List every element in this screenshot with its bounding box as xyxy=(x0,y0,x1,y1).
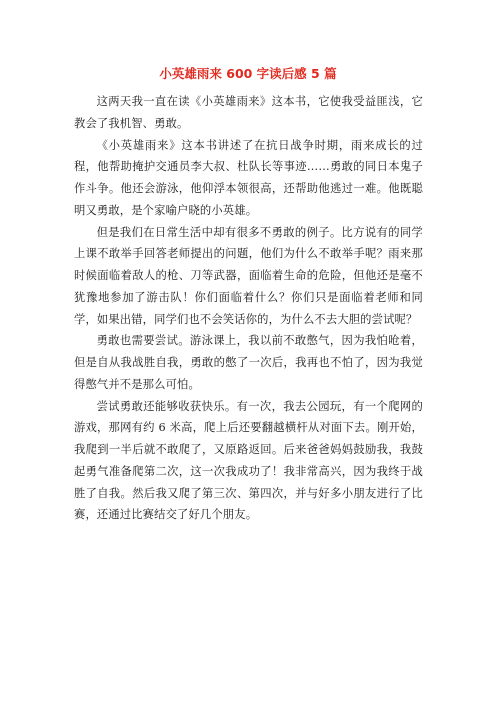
paragraph-climbing-net: 尝试勇敢还能够收获快乐。有一次，我去公园玩，有一个爬网的游戏，那网有约 6 米高，爬上后还要翻越横杆从对面下去。刚开始，我爬到一半后就不敢爬了，又原路返回。后来爸爸妈妈鼓励我，我鼓起勇气准备爬第二次，这一次我成功了！我非常高兴，因为我终于战胜了自我。然后我又爬了第三次、第四次，并与好多小朋友进行了比赛，还通过比赛结交了好几个朋友。 xyxy=(74,399,423,522)
paragraph-daily-life: 但是我们在日常生活中却有很多不勇敢的例子。比方说有的同学上课不敢举手回答老师提出的问题，他们为什么不敢举手呢？雨来那时候面临着敌人的枪、刀等武器，面临着生命的危险，但他还是毫不犹豫地参加了游击队！你们面临着什么？你们只是面临着老师和同学，如果出错，同学们也不会笑话你的，为什么不去大胆的尝试呢？ xyxy=(74,225,423,326)
paragraph-intro: 这两天我一直在读《小英雄雨来》这本书，它使我受益匪浅，它教会了我机智、勇敢。 xyxy=(74,95,423,130)
paragraph-book-summary: 《小英雄雨来》这本书讲述了在抗日战争时期，雨来成长的过程，他帮助掩护交通员李大叔、杜队长等事迹……勇敢的同日本鬼子作斗争。他还会游泳，他仰浮本领很高，还帮助他逃过一难。他既聪明又勇敢，是个家喻户晓的小英雄。 xyxy=(74,138,423,217)
document-title: 小英雄雨来 600 字读后感 5 篇 xyxy=(159,66,337,81)
document-body xyxy=(74,91,423,526)
paragraph-swimming: 勇敢也需要尝试。游泳课上，我以前不敢憋气，因为我怕呛着，但是自从我战胜自我，勇敢的憋了一次后，我再也不怕了，因为我觉得憋气并不是那么可怕。 xyxy=(74,334,423,391)
